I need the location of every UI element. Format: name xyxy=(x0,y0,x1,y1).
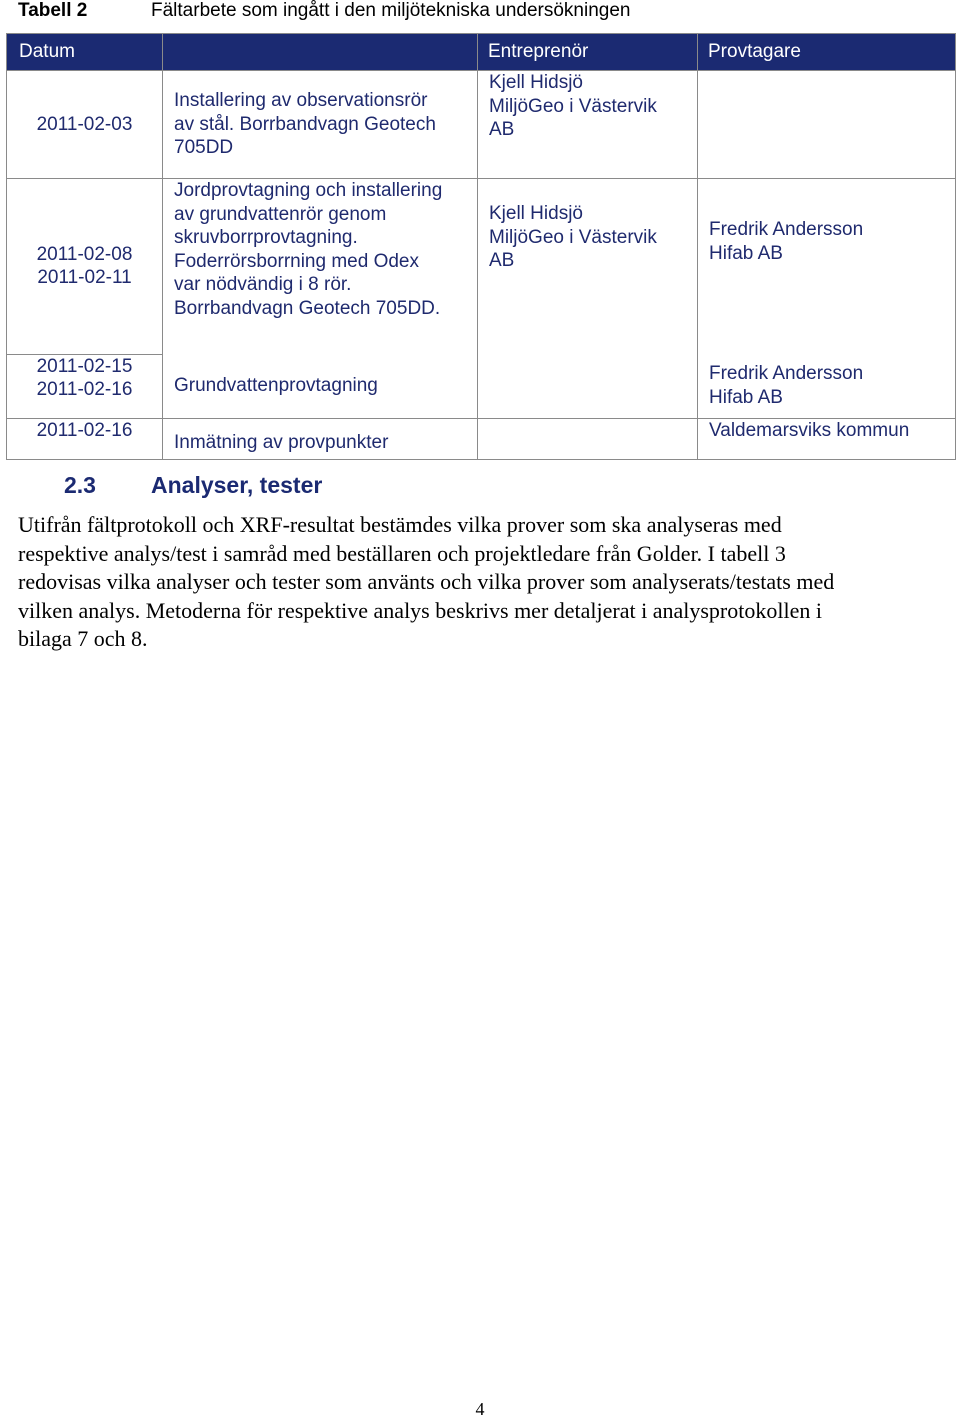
paragraph-line: redovisas vilka analyser och tester som använts och vilka prover som analyserats/testats med xyxy=(18,569,835,595)
date-text: 2011-02-15 xyxy=(36,355,133,377)
contractor-text: AB xyxy=(489,250,515,271)
table-row xyxy=(7,179,956,355)
page-number: 4 xyxy=(475,1399,485,1419)
activity-text: Foderrörsborrning med Odex xyxy=(174,250,419,272)
contractor-cell xyxy=(478,71,698,179)
table-row xyxy=(7,71,956,179)
sampler-text: Hifab AB xyxy=(709,386,783,408)
date-text: 2011-02-08 xyxy=(36,243,133,265)
section-title: Analyser, tester xyxy=(151,472,323,498)
date-text: 2011-02-03 xyxy=(36,113,133,135)
activity-text: Jordprovtagning och installering xyxy=(174,180,443,201)
table-caption-title: Fältarbete som ingått i den miljötekniska undersökningen xyxy=(151,0,631,21)
sampler-text: Valdemarsviks kommun xyxy=(709,419,910,441)
activity-text: Installering av observationsrör xyxy=(174,90,428,112)
header-activity xyxy=(163,34,478,71)
sampler-cell xyxy=(698,71,956,179)
table-caption-label: Tabell 2 xyxy=(18,0,88,21)
activity-cell xyxy=(163,179,478,355)
date-cell xyxy=(7,179,163,355)
fieldwork-table xyxy=(6,33,956,460)
sampler-cell xyxy=(698,354,956,418)
sampler-cell xyxy=(698,418,956,459)
sampler-text: Fredrik Andersson xyxy=(709,363,864,385)
activity-text: Grundvattenprovtagning xyxy=(174,375,378,396)
header-sampler: Provtagare xyxy=(698,34,956,71)
paragraph-line: bilaga 7 och 8. xyxy=(18,626,148,652)
contractor-text: Kjell Hidsjö xyxy=(489,203,583,224)
header-contractor: Entreprenör xyxy=(478,34,698,71)
activity-text: av grundvattenrör genom xyxy=(174,203,387,225)
activity-cell xyxy=(163,71,478,179)
contractor-cell xyxy=(478,179,698,355)
header-date: Datum xyxy=(7,34,163,71)
sampler-text: Hifab AB xyxy=(709,242,783,264)
contractor-text: AB xyxy=(489,119,515,140)
contractor-text: Kjell Hidsjö xyxy=(489,72,583,93)
activity-text: 705DD xyxy=(174,137,234,159)
date-cell xyxy=(7,354,163,418)
sampler-cell xyxy=(698,179,956,355)
contractor-cell xyxy=(478,418,698,459)
section-number: 2.3 xyxy=(64,472,96,498)
table-header-row xyxy=(7,34,956,71)
activity-text: av stål. Borrbandvagn Geotech xyxy=(174,113,436,135)
paragraph-line: respektive analys/test i samråd med beställaren och projektledare från Golder. I tabell 3 xyxy=(18,540,786,566)
date-text: 2011-02-16 xyxy=(36,379,133,400)
activity-cell xyxy=(163,354,478,418)
sampler-text: Fredrik Andersson xyxy=(709,219,864,240)
activity-cell xyxy=(163,418,478,459)
activity-text: Inmätning av provpunkter xyxy=(174,432,389,453)
date-cell xyxy=(7,418,163,459)
contractor-text: MiljöGeo i Västervik xyxy=(489,95,657,117)
paragraph-line: vilken analys. Metoderna för respektive analys beskrivs mer detaljerat i analysprotokollen i xyxy=(18,597,822,623)
table-row xyxy=(7,354,956,418)
activity-text: Borrbandvagn Geotech 705DD. xyxy=(174,297,441,319)
contractor-cell xyxy=(478,354,698,418)
activity-text: var nödvändig i 8 rör. xyxy=(174,274,352,295)
date-cell xyxy=(7,71,163,179)
paragraph-line: Utifrån fältprotokoll och XRF-resultat bestämdes vilka prover som ska analyseras med xyxy=(18,512,782,537)
body-paragraph xyxy=(18,511,943,654)
date-text: 2011-02-11 xyxy=(37,267,132,289)
table-caption xyxy=(0,0,960,28)
date-text: 2011-02-16 xyxy=(36,419,133,441)
table-row xyxy=(7,418,956,459)
contractor-text: MiljöGeo i Västervik xyxy=(489,226,657,248)
activity-text: skruvborrprovtagning. xyxy=(174,227,358,248)
